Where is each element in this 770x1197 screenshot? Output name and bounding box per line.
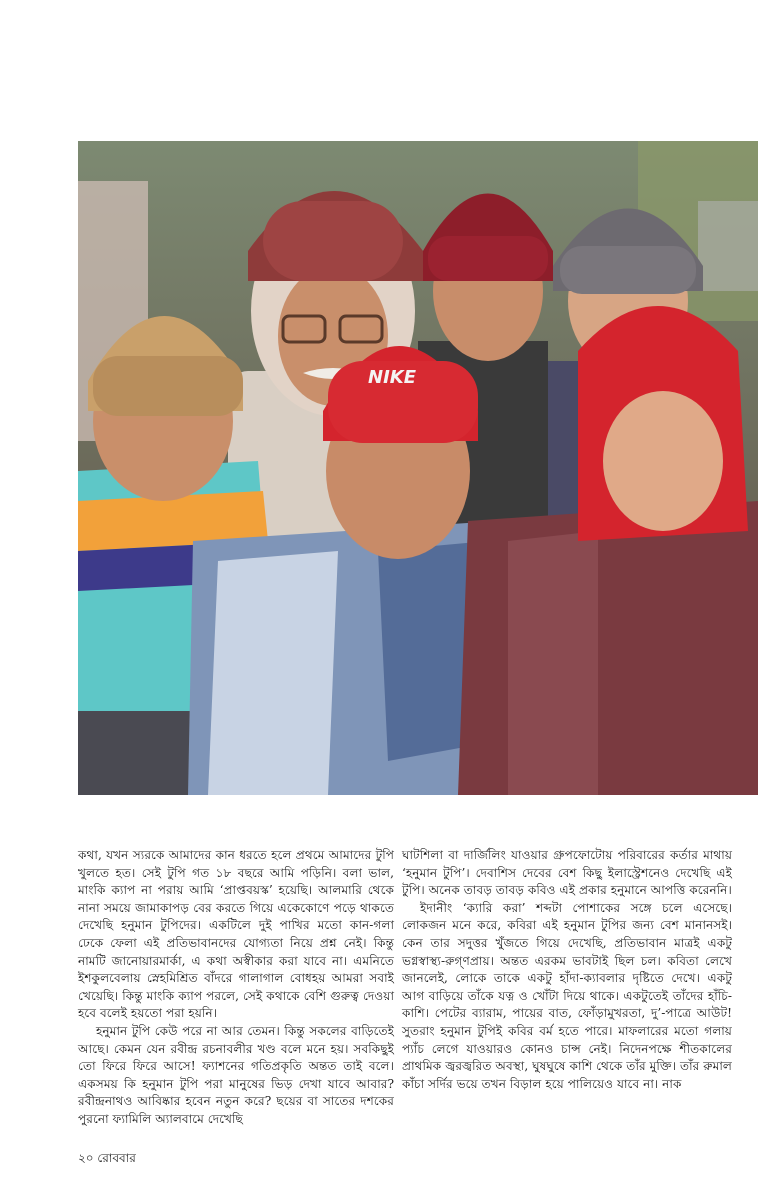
cap-logo: NIKE: [368, 367, 417, 388]
article-right-column: [402, 847, 732, 1093]
left-paragraph-1: কথা, যখন স্যরকে আমাদের কান ধরতে হলে প্রথমে আমাদের টুপি খুলতে হত। সেই টুপি গত ১৮ বছরে আমি পড়িনি। বলা ভাল, মাংকি ক্যাপ না পরায় আমি ‘প্রাপ্তবয়স্ক’ হয়েছি। আলমারি থেকে নানা সময়ে জামাকাপড় বের করতে গিয়ে একেকোণে পড়ে থাকতে দেখেছি হনুমান টুপিদের। একটিলে দুই পাখির মতো কান-গলা ঢেকে ফেলা এই প্রতিভাবানদের যোগ্যতা নিয়ে প্রশ্ন নেই। কিন্তু নামটি জানোয়ারমার্কা, এ কথা অস্বীকার করা যাবে না। এমনিতে ইশকুলবেলায় স্নেহমিশ্রিত বাঁদরে গালাগাল বোধহয় আমরা সবাই খেয়েছি। কিন্তু মাংকি ক্যাপ পরলে, সেই কথাকে বেশি গুরুত্ব দেওয়া হবে বলেই হয়তো পরা হয়নি।: [78, 848, 394, 1021]
page-folio: ২০ রোববার: [78, 1151, 136, 1165]
left-paragraph-2: হনুমান টুপি কেউ পরে না আর তেমন। কিন্তু সকলের বাড়িতেই আছে। কেমন যেন রবীন্দ্র রচনাবলীর খণ্ড বলে মনে হয়। সবকিছুই তো ফিরে ফিরে আসে! ফ্যাশনের গতিপ্রকৃতি অন্তত তাই বলে। একসময় কি হনুমান টুপি পরা মানুষের ভিড় দেখা যাবে আবার? রবীন্দ্রনাথও আবিষ্কার হবেন নতুন করে? ছয়ের বা সাতের দশকের পুরনো ফ্যামিলি অ্যালবামে দেখেছি: [78, 1023, 394, 1126]
right-paragraph-2: ইদানীং ‘ক্যারি করা’ শব্দটা পোশাকের সঙ্গে চলে এসেছে। লোকজন মনে করে, কবিরা এই হনুমান টুপির জন্য বেশ মানানসই। কেন তার সদুত্তর খুঁজতে গিয়ে দেখেছি, প্রতিভাবান মাত্রই একটু ভগ্নস্বাস্থ্য-রুগ্ণপ্রায়। অন্তত এরকম ভাবটাই ছিল চল। কবিতা লেখে জানলেই, লোকে তাকে একটু হাঁদা-ক্যাবলার দৃষ্টিতে দেখে। একটু আগ বাড়িয়ে তাঁকে যত্ন ও খোঁটা দিয়ে থাকে। একটুতেই তাঁদের হাঁচি-কাশি। পেটের ব্যারাম, পায়ের বাত, ফোঁড়ামুখরতা, দু’-পাত্রে আউট! সুতরাং হনুমান টুপিই কবির বর্ম হতে পারে। মাফলারের মতো গলায় প্যাঁচ লেগে যাওয়ারও কোনও চান্স নেই। নিদেনপক্ষে শীতকালের প্রাথমিক জ্বরজ্বরিত অবস্থা, ঘুষঘুষে কাশি থেকে তাঁর মুক্তি। তাঁর রুমাল কাঁচা সর্দির ভয়ে তখন বিড়াল হয়ে পালিয়েও যাবে না। নাক: [402, 900, 732, 1091]
family-photo: [78, 141, 758, 795]
article-left-column: [78, 847, 394, 1129]
family-photo-illustration: [78, 141, 758, 795]
right-paragraph-1: ঘাটশিলা বা দার্জিলিং যাওয়ার গ্রুপফোটোয় পরিবারের কর্তার মাথায় ‘হনুমান টুপি’। দেবাশিস দেবের বেশ কিছু ইলাস্ট্রেশনেও দেখেছি এই টুপি। অনেক তাবড় তাবড় কবিও এই প্রকার হনুমানে আপত্তি করেননি।: [402, 848, 732, 898]
